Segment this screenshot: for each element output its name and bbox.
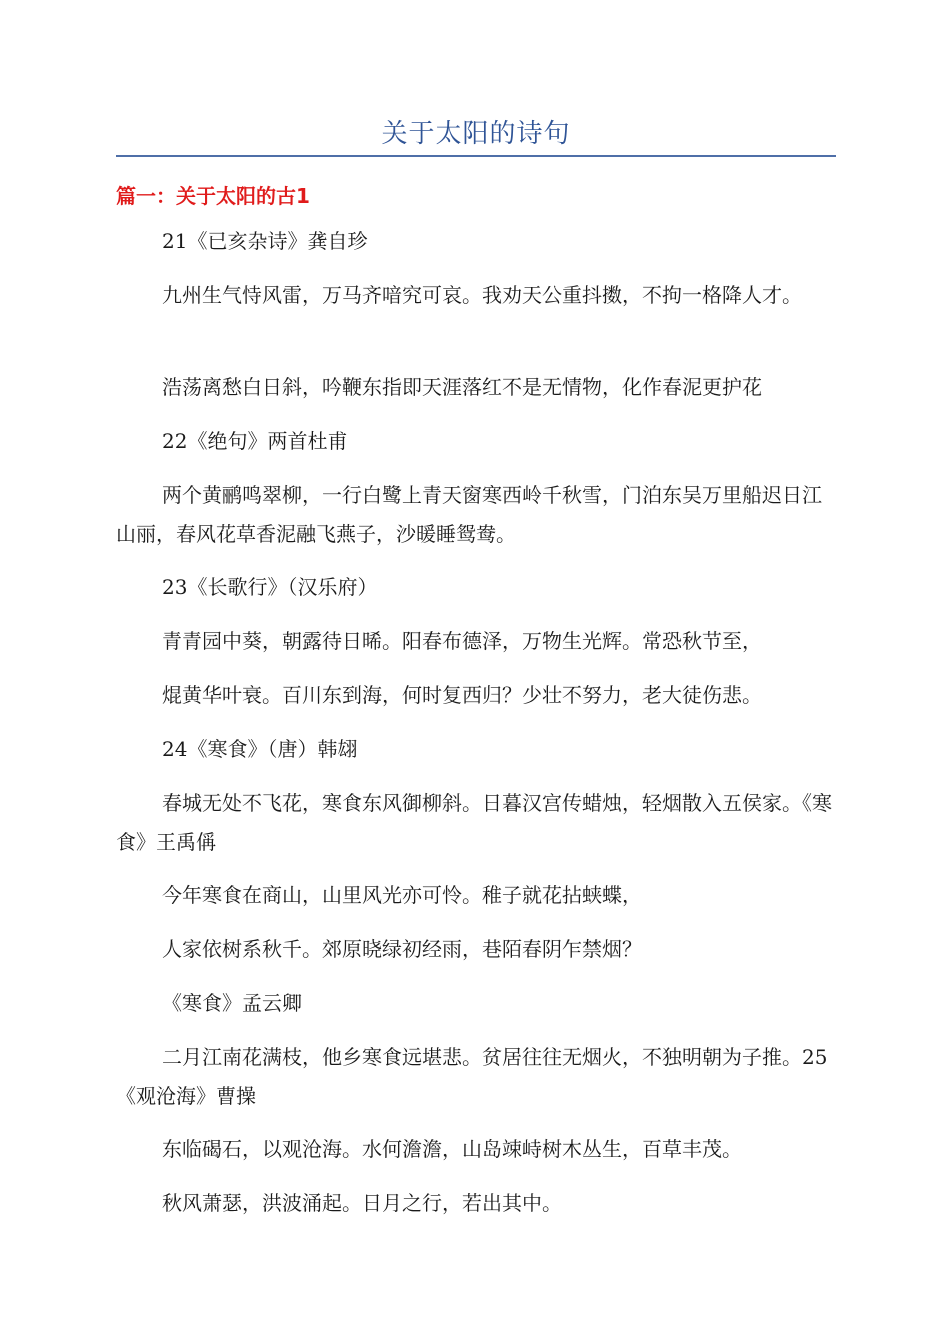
poem-heading: 21《已亥杂诗》龚自珍 [162, 229, 368, 253]
section-heading: 篇一：关于太阳的古1 [116, 184, 310, 208]
poem-text: 二月江南花满枝，他乡寒食远堪悲。贫居往往无烟火，不独明朝为子推。25《观沧海》曹操 [116, 1045, 828, 1108]
document-title: 关于太阳的诗句 [381, 119, 571, 149]
poem-text: 浩荡离愁白日斜，吟鞭东指即天涯落红不是无情物，化作春泥更护花 [162, 375, 762, 399]
poem-heading: 22《绝句》两首杜甫 [162, 429, 348, 453]
poem-heading: 23《长歌行》（汉乐府） [162, 575, 378, 599]
poem-text: 青青园中葵，朝露待日晞。阳春布德泽，万物生光辉。常恐秋节至， [162, 629, 762, 653]
poem-text: 焜黄华叶衰。百川东到海，何时复西归？少壮不努力，老大徒伤悲。 [162, 683, 762, 707]
title-underline [116, 155, 836, 157]
poem-text: 人家依树系秋千。郊原晓绿初经雨，巷陌春阴乍禁烟？ [162, 937, 642, 961]
poem-text: 今年寒食在商山，山里风光亦可怜。稚子就花拈蛱蝶， [162, 883, 642, 907]
poem-text: 九州生气恃风雷，万马齐喑究可哀。我劝天公重抖擞，不拘一格降人才。 [162, 283, 802, 307]
poem-text: 秋风萧瑟，洪波涌起。日月之行，若出其中。 [162, 1191, 562, 1215]
poem-heading: 24《寒食》（唐）韩翃 [162, 737, 358, 761]
poem-text: 东临碣石，以观沧海。水何澹澹，山岛竦峙树木丛生，百草丰茂。 [162, 1137, 742, 1161]
poem-text: 春城无处不飞花，寒食东风御柳斜。日暮汉宫传蜡烛，轻烟散入五侯家。《寒食》王禹偁 [116, 791, 832, 854]
poem-text: 两个黄鹂鸣翠柳，一行白鹭上青天窗寒西岭千秋雪，门泊东吴万里船迟日江山丽，春风花草香泥融飞燕子，沙暖睡鸳鸯。 [116, 483, 822, 546]
poem-heading: 《寒食》孟云卿 [162, 991, 302, 1015]
